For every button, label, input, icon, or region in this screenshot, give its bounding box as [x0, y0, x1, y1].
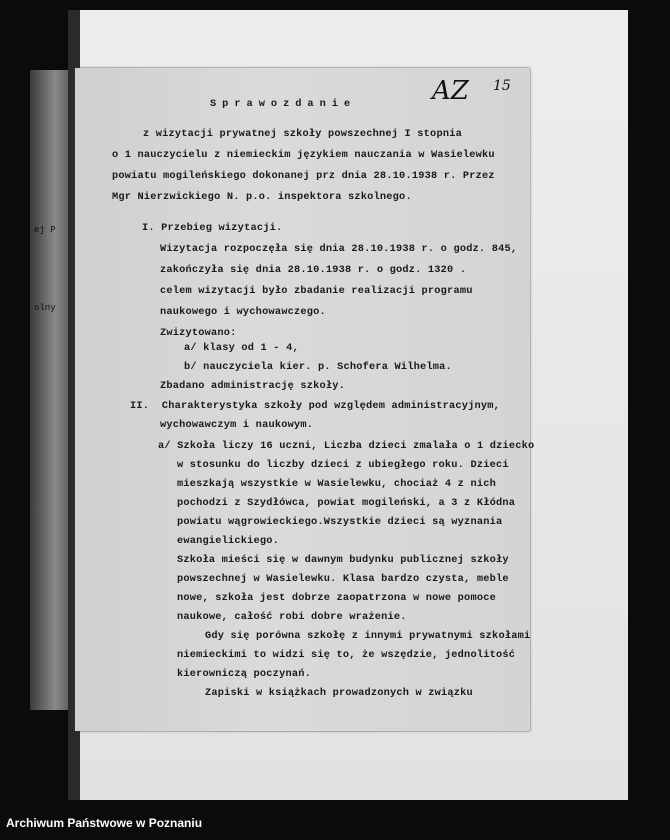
text-line: pochodzi z Szydłówca, powiat mogileński, a 3 z Kłódna: [177, 497, 516, 509]
text-line: wychowawczym i naukowym.: [160, 419, 314, 431]
text-line: naukowe, całość robi dobre wrażenie.: [177, 611, 407, 623]
section-heading: I. Przebieg wizytacji.: [142, 222, 283, 234]
document-title: Sprawozdanie: [210, 98, 357, 110]
text-line: Mgr Nierzwickiego N. p.o. inspektora szkolnego.: [112, 191, 412, 203]
text-line: Wizytacja rozpoczęła się dnia 28.10.1938 r. o godz. 845,: [160, 243, 518, 255]
text-line: a/ klasy od 1 - 4,: [184, 342, 299, 354]
text-line: w stosunku do liczby dzieci z ubiegłego roku. Dzieci: [177, 459, 509, 471]
text-line: Szkoła mieści się w dawnym budynku publicznej szkoły: [177, 554, 509, 566]
side-fragment: ej P: [34, 225, 56, 235]
text-line: ewangielickiego.: [177, 535, 280, 547]
text-line: zakończyła się dnia 28.10.1938 r. o godz. 1320 .: [160, 264, 467, 276]
text-line: Gdy się porówna szkołę z innymi prywatnymi szkołami: [205, 630, 531, 642]
archive-credit: Archiwum Państwowe w Poznaniu: [6, 816, 203, 830]
text-line: Zwizytowano:: [160, 327, 237, 339]
text-line: powiatu wągrowieckiego.Wszystkie dzieci są wyznania: [177, 516, 503, 528]
text-line: kierowniczą poczynań.: [177, 668, 311, 680]
text-line: Zbadano administrację szkoły.: [160, 380, 345, 392]
page-number: 15: [493, 78, 511, 94]
text-line: nowe, szkoła jest dobrze zaopatrzona w nowe pomoce: [177, 592, 496, 604]
text-line: a/ Szkoła liczy 16 uczni, Liczba dzieci zmalała o 1 dziecko: [158, 440, 535, 452]
section-heading: II. Charakterystyka szkoły pod względem administracyjnym,: [130, 400, 500, 412]
handwritten-initials: AZ: [432, 76, 469, 106]
text-line: celem wizytacji było zbadanie realizacji programu: [160, 285, 473, 297]
text-line: mieszkają wszystkie w Wasielewku, chociaż 4 z nich: [177, 478, 496, 490]
text-line: powszechnej w Wasielewku. Klasa bardzo czysta, meble: [177, 573, 509, 585]
side-fragment: olny: [34, 303, 56, 313]
text-line: z wizytacji prywatnej szkoły powszechnej I stopnia: [143, 128, 462, 140]
text-line: powiatu mogileńskiego dokonanej prz dnia 28.10.1938 r. Przez: [112, 170, 495, 182]
text-line: Zapiski w książkach prowadzonych w związku: [205, 687, 473, 699]
text-line: o 1 nauczycielu z niemieckim językiem nauczania w Wasielewku: [112, 149, 495, 161]
text-line: naukowego i wychowawczego.: [160, 306, 326, 318]
adjacent-document-edge: [30, 70, 72, 710]
text-line: niemieckimi to widzi się to, że wszędzie, jednolitość: [177, 649, 516, 661]
text-line: b/ nauczyciela kier. p. Schofera Wilhelma.: [184, 361, 452, 373]
